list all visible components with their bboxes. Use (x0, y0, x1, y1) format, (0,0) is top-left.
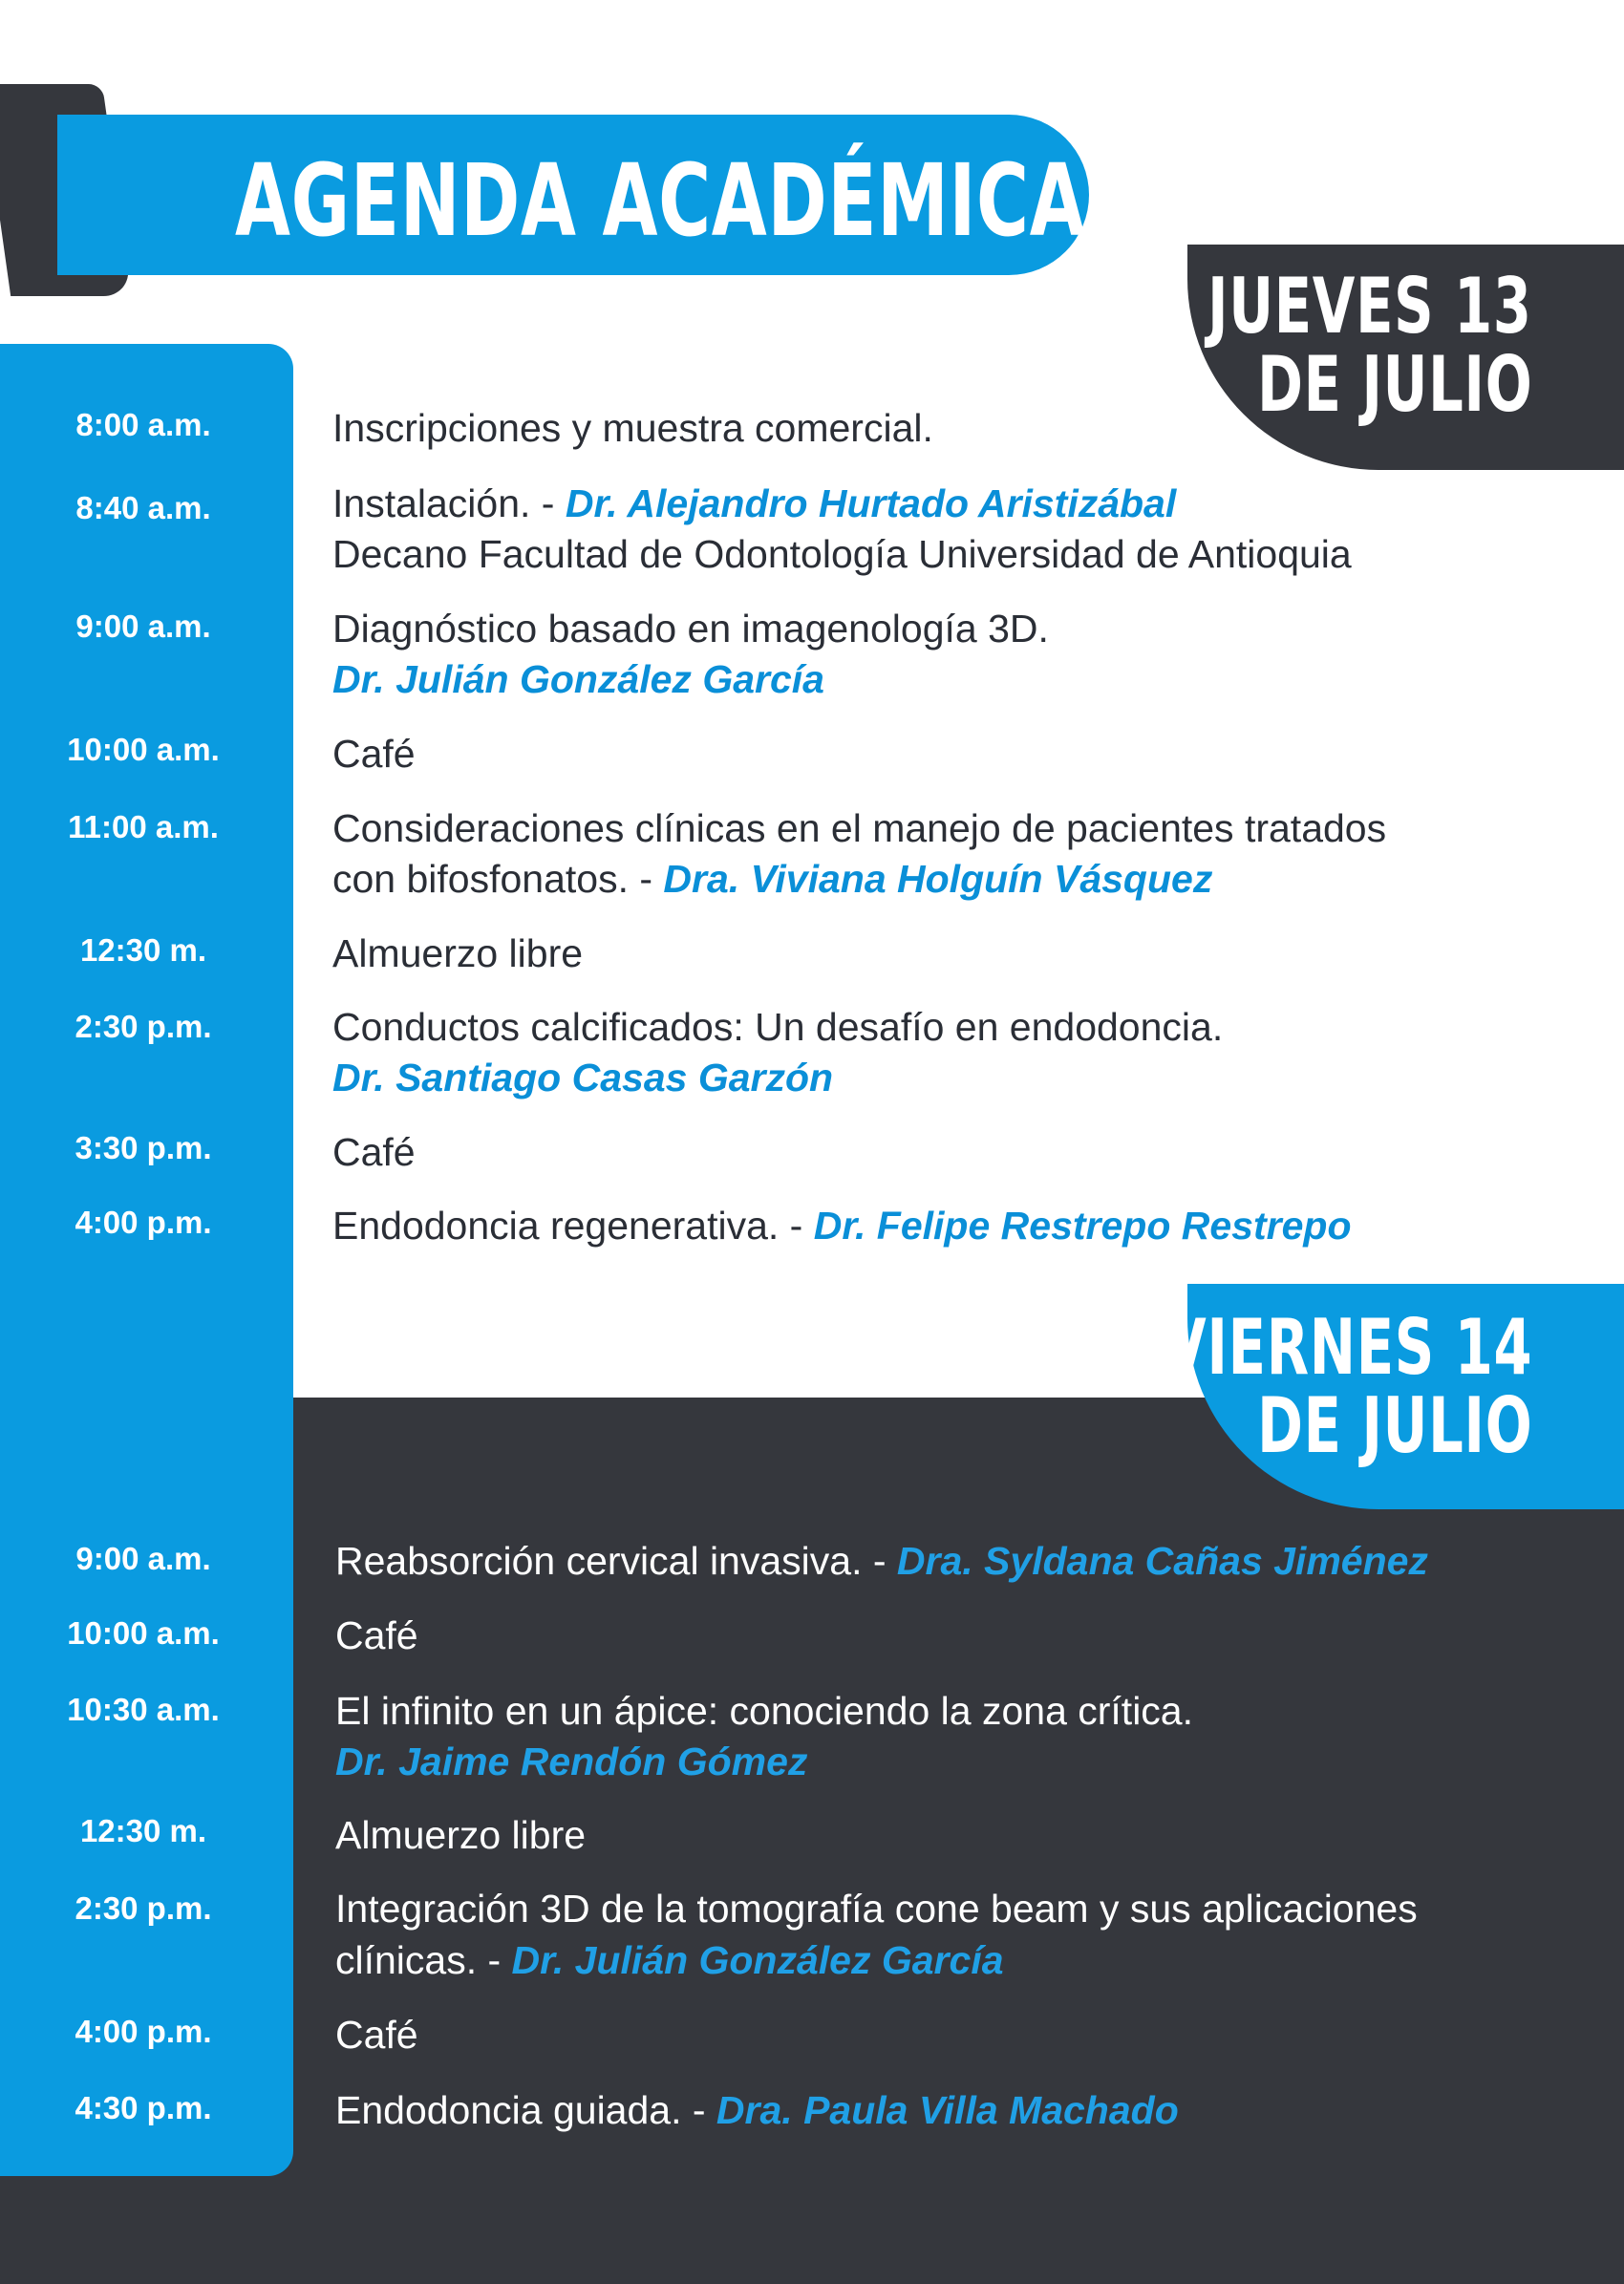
item-text: Café (332, 732, 416, 776)
item-description (335, 1535, 1606, 1587)
item-description-line2 (332, 653, 1603, 705)
item-description (332, 603, 1603, 654)
item-time: 9:00 a.m. (75, 608, 211, 644)
item-description-line2 (335, 1934, 1606, 1986)
item-time: 9:00 a.m. (75, 1541, 211, 1576)
item-text: Café (335, 2013, 418, 2057)
item-description (332, 728, 1603, 779)
speaker-name: Dr. Julián González García (511, 1938, 1004, 1982)
speaker-name: Dra. Viviana Holguín Vásquez (663, 857, 1213, 901)
item-description (332, 1126, 1603, 1178)
item-time: 8:40 a.m. (75, 490, 211, 525)
item-text: Conductos calcificados: Un desafío en endodoncia. (332, 1005, 1224, 1049)
speaker-name: Dr. Santiago Casas Garzón (332, 1056, 834, 1099)
item-text: Instalación. - (332, 481, 566, 525)
speaker-name: Dra. Paula Villa Machado (716, 2088, 1179, 2132)
item-text: Decano Facultad de Odontología Universidad de Antioquia (332, 532, 1352, 576)
item-description (335, 1883, 1606, 1934)
item-text: Endodoncia guiada. - (335, 2088, 716, 2132)
speaker-name: Dr. Jaime Rendón Gómez (335, 1740, 808, 1783)
item-time: 3:30 p.m. (75, 1130, 212, 1165)
item-text: El infinito en un ápice: conociendo la zona crítica. (335, 1689, 1193, 1733)
item-time: 10:00 a.m. (67, 1615, 220, 1651)
item-description (332, 928, 1603, 979)
item-description (335, 1610, 1606, 1661)
item-time: 8:00 a.m. (75, 407, 211, 442)
item-text: Café (332, 1130, 416, 1174)
page-title: AGENDA ACADÉMICA: (235, 142, 1117, 259)
item-description (335, 2084, 1606, 2136)
item-text: Reabsorción cervical invasiva. - (335, 1539, 897, 1583)
speaker-name: Dr. Alejandro Hurtado Aristizábal (565, 481, 1177, 525)
item-description-line2 (335, 1736, 1606, 1787)
day1-label-line2: DE JULIO (1256, 340, 1532, 429)
item-time: 11:00 a.m. (68, 809, 219, 844)
item-text: Almuerzo libre (332, 931, 584, 975)
day1-label-line1: JUEVES 13 (1207, 262, 1532, 351)
item-time: 4:00 p.m. (75, 2014, 212, 2049)
item-time: 4:00 p.m. (75, 1205, 212, 1240)
item-description (332, 1200, 1603, 1251)
item-description (332, 478, 1603, 529)
item-time: 12:30 m. (79, 932, 207, 968)
item-text: Diagnóstico basado en imagenología 3D. (332, 607, 1049, 651)
item-text: clínicas. - (335, 1938, 512, 1982)
day2-label-line1: VIERNES 14 (1163, 1303, 1532, 1392)
item-time: 2:30 p.m. (75, 1890, 212, 1926)
item-description (332, 802, 1603, 854)
item-text: Integración 3D de la tomografía cone beam y sus aplicaciones (335, 1887, 1418, 1931)
item-description (332, 402, 1603, 454)
item-text: Endodoncia regenerativa. - (332, 1204, 814, 1248)
item-time: 2:30 p.m. (75, 1009, 212, 1044)
day2-label (1150, 1303, 1532, 1481)
item-text: Consideraciones clínicas en el manejo de pacientes tratados (332, 806, 1387, 850)
item-text: Inscripciones y muestra comercial. (332, 406, 933, 450)
item-description (335, 1685, 1606, 1737)
item-description-line2 (332, 853, 1603, 905)
item-text: Café (335, 1613, 418, 1657)
item-time: 12:30 m. (79, 1813, 207, 1848)
speaker-name: Dr. Julián González García (332, 657, 824, 701)
speaker-name: Dra. Syldana Cañas Jiménez (896, 1539, 1428, 1583)
item-description-line2 (332, 528, 1603, 580)
item-description (335, 1809, 1606, 1861)
speaker-name: Dr. Felipe Restrepo Restrepo (813, 1204, 1352, 1248)
item-text: con bifosfonatos. - (332, 857, 664, 901)
item-text: Almuerzo libre (335, 1813, 587, 1857)
item-description (335, 2009, 1606, 2060)
item-description-line2 (332, 1052, 1603, 1103)
item-time: 4:30 p.m. (75, 2090, 212, 2125)
item-description (332, 1001, 1603, 1053)
day2-label-line2: DE JULIO (1256, 1381, 1532, 1470)
item-time: 10:00 a.m. (67, 732, 220, 767)
item-time: 10:30 a.m. (67, 1692, 220, 1727)
